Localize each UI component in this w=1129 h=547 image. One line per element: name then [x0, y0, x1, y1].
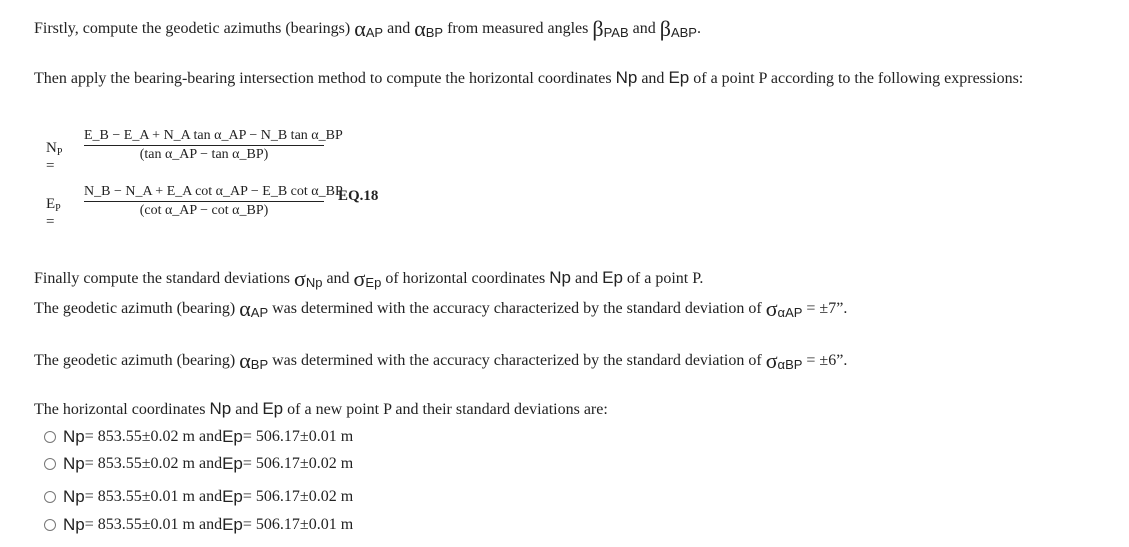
np-fraction — [84, 128, 343, 163]
fraction-bar — [84, 145, 324, 146]
intro-text-part: . — [696, 20, 701, 37]
ep-symbol: Ep — [222, 487, 243, 506]
ep-lhs-subscript: P — [55, 203, 61, 214]
intro-text — [34, 16, 701, 41]
intro-text-part: and — [628, 20, 660, 37]
np-lhs-symbol: N — [46, 140, 57, 156]
ep-symbol: Ep — [222, 515, 243, 534]
np-symbol: Np — [63, 427, 85, 446]
sigma-subscript: Np — [305, 275, 323, 290]
finally-text — [34, 268, 703, 290]
ep-value: = 506.17±0.02 m — [242, 488, 354, 505]
accuracy-text-part: The geodetic azimuth (bearing) — [34, 300, 240, 317]
beta-subscript: PAB — [603, 25, 629, 40]
method-text — [34, 68, 1023, 88]
ep-value: = 506.17±0.01 m — [242, 516, 354, 533]
question-text-part: of a new point P and their standard deviations are: — [283, 401, 608, 418]
sigma-symbol: σ — [765, 296, 778, 321]
sigma-subscript: αAP — [777, 305, 803, 320]
ep-value: = 506.17±0.02 m — [242, 455, 354, 472]
np-symbol: Np — [63, 515, 85, 534]
beta-symbol: β — [659, 16, 671, 41]
np-symbol: Np — [63, 454, 85, 473]
ep-symbol: Ep — [262, 399, 284, 418]
finally-text-part: of a point P. — [622, 270, 704, 287]
radio-button[interactable] — [44, 458, 56, 470]
question-text-part: and — [231, 401, 263, 418]
finally-text-part: of horizontal coordinates — [381, 270, 550, 287]
ep-lhs-symbol: E — [46, 196, 56, 212]
accuracy-bp-text — [34, 348, 848, 373]
alpha-subscript: AP — [365, 25, 384, 40]
ep-denominator: (cot α_AP − cot α_BP) — [139, 203, 269, 218]
fraction-bar — [84, 201, 324, 202]
np-value: = 853.55±0.01 m and — [84, 516, 223, 533]
intro-text-part: and — [383, 20, 415, 37]
accuracy-value: = ±7”. — [802, 300, 848, 317]
np-denominator: (tan α_AP − tan α_BP) — [139, 147, 269, 162]
beta-symbol: β — [592, 16, 604, 41]
question-text-part: The horizontal coordinates — [34, 401, 210, 418]
accuracy-value: = ±6”. — [802, 352, 848, 369]
radio-button[interactable] — [44, 431, 56, 443]
intro-text-part: from measured angles — [443, 20, 593, 37]
alpha-subscript: AP — [250, 305, 269, 320]
finally-text-part: and — [322, 270, 354, 287]
alpha-symbol: α — [354, 16, 366, 41]
np-symbol: Np — [63, 487, 85, 506]
method-text-part: of a point P according to the following expressions: — [689, 70, 1024, 87]
sigma-symbol: σ — [765, 348, 778, 373]
accuracy-ap-text — [34, 296, 848, 321]
question-text — [34, 399, 608, 419]
alpha-symbol: α — [414, 16, 426, 41]
sigma-symbol: σ — [293, 266, 306, 291]
ep-value: = 506.17±0.01 m — [242, 428, 354, 445]
answer-option-1[interactable] — [44, 427, 353, 447]
finally-text-part: and — [571, 270, 603, 287]
ep-symbol: Ep — [602, 268, 623, 287]
alpha-symbol: α — [239, 348, 251, 373]
alpha-subscript: BP — [250, 357, 269, 372]
ep-fraction — [84, 184, 343, 219]
ep-symbol: Ep — [222, 454, 243, 473]
sigma-subscript: Ep — [365, 275, 382, 290]
equation-label: EQ.18 — [338, 188, 379, 204]
np-symbol: Np — [549, 268, 571, 287]
np-numerator: E_B − E_A + N_A tan α_AP − N_B tan α_BP — [84, 128, 343, 143]
ep-symbol: Ep — [668, 68, 690, 87]
beta-subscript: ABP — [670, 25, 697, 40]
np-value: = 853.55±0.02 m and — [84, 455, 223, 472]
method-text-part: Then apply the bearing-bearing intersection method to compute the horizontal coordinates — [34, 70, 616, 87]
ep-symbol: Ep — [222, 427, 243, 446]
accuracy-text-part: was determined with the accuracy characterized by the standard deviation of — [268, 300, 766, 317]
ep-numerator: N_B − N_A + E_A cot α_AP − E_B cot α_BP — [84, 184, 343, 199]
np-symbol: Np — [615, 68, 638, 87]
intro-text-part: Firstly, compute the geodetic azimuths (bearings) — [34, 20, 355, 37]
np-value: = 853.55±0.01 m and — [84, 488, 223, 505]
sigma-symbol: σ — [353, 266, 366, 291]
alpha-subscript: BP — [425, 25, 444, 40]
radio-button[interactable] — [44, 491, 56, 503]
np-lhs: $N_P$ = — [46, 140, 63, 174]
accuracy-text-part: was determined with the accuracy characterized by the standard deviation of — [268, 352, 766, 369]
alpha-symbol: α — [239, 296, 251, 321]
radio-button[interactable] — [44, 519, 56, 531]
finally-text-part: Finally compute the standard deviations — [34, 270, 294, 287]
np-value: = 853.55±0.02 m and — [84, 428, 223, 445]
method-text-part: and — [637, 70, 669, 87]
ep-lhs: $E_P$ = — [46, 196, 61, 230]
np-lhs-subscript: P — [56, 147, 63, 158]
answer-option-3[interactable] — [44, 487, 353, 507]
answer-option-2[interactable] — [44, 454, 353, 474]
answer-option-4[interactable] — [44, 515, 353, 535]
sigma-subscript: αBP — [777, 357, 803, 372]
np-symbol: Np — [209, 399, 232, 418]
accuracy-text-part: The geodetic azimuth (bearing) — [34, 352, 240, 369]
